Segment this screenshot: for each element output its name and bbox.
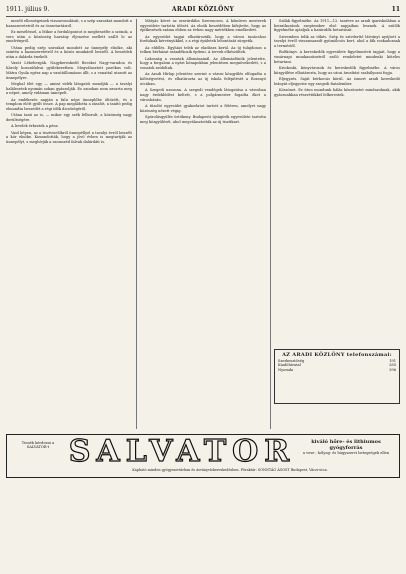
telephone-number: 396 xyxy=(389,367,396,372)
ad-left-text: Tessék kérdezni a SALVATOR-t xyxy=(21,441,55,450)
telephone-label: Kiadóhivatal xyxy=(278,363,301,368)
newspaper-page xyxy=(6,4,400,570)
telephone-label: Nyomda xyxy=(278,367,294,372)
article-paragraph: Az emlékezés napján a falu népe ünneplőbe öltözött, és a templom előtt gyűlt össze. A pap megáldotta a zászlót, a tanító pedig elmondta beszédét a régi idők dicsőségéről. xyxy=(6,97,132,111)
article-paragraph: Boltkönyv. A kereskedők egyesülete figyelmezteti tagjait, hogy a vasárnapi munkaszünetről szóló rendeletet mindenki köteles betartani. xyxy=(274,50,400,64)
page-number: 11 xyxy=(391,6,400,13)
ad-right-subtitle: a vese-, hólyag- és húgyszervi betegségek ellen xyxy=(302,451,390,455)
article-paragraph: Mátyás követ az oravárdába Szerencsen. A kőműves mesterek egyesülete tartotta ülését. Az elnök beszédében kifejtette, hogy az építkezések száma ebben az évben nagy mértékben emelkedett. xyxy=(140,19,266,33)
ad-bottom-strip: Kapható minden gyógyszertárban és ásványvízkereskedésben. Főraktár: SONNTÁG ÁGOST Budapest, Váczi-utca. xyxy=(132,468,328,472)
article-paragraph: A Szegedi uzsonna. A szegedi vendégek látogatása a városban nagy érdeklődést keltett, s a polgármester fogadta őket a városházán. xyxy=(140,88,266,102)
ad-brand-name: SALVATOR xyxy=(68,434,296,469)
article-paragraph: A tűzoltó egyesület gyakorlatot tartott a főtéren, amelyet nagy közönség nézett végig. xyxy=(140,103,266,113)
telephone-number: 285 xyxy=(389,363,396,368)
article-paragraph: Kriokoski, könyvárusok és kereskedők figyelmébe. A város közgyűlése elhatározta, hogy az utcai árusítást szabályozni fogja. xyxy=(274,66,400,75)
telephone-numbers-box xyxy=(274,349,400,404)
telephone-label: Szerkesztőség xyxy=(278,359,305,363)
column-divider xyxy=(270,19,271,429)
article-paragraph: Lakosság a vasutak állomásainál. Az állomásfőnök jelentette, hogy a forgalom a nyári hónapokban jelentősen megnövekedett, s a vonatok zsúfoltak. xyxy=(140,56,266,71)
article-paragraph: Vaid képen, az a tisztviselőkről ünnepéllyel a tavalyi évről beszélt a kör elnöke. Kimondották, hogy a jövő évben is megtartják az ünnepélyt, s meghívják a szomszéd falvak dalárdáit is. xyxy=(6,130,132,144)
telephone-box-title: AZ ARADI KÖZLÖNY telefonszámai: xyxy=(282,352,392,358)
article-paragraph: Ez meséléssel, a Mikor a fordulópontot is megbeszélte a szónok, a vers után a közönség harsány éljenzése mellett szállt le az emelvényről. xyxy=(6,30,132,44)
column-2 xyxy=(140,19,266,429)
ad-right-title: kiváló hőre- és lithiumos gyógyforrás xyxy=(311,439,381,451)
salvator-advertisement xyxy=(6,434,400,478)
article-paragraph: Az eldőlés. Egyházi telek az eladásra kerül. Az új tulajdonos a telken bérházat szándékozik építeni. A tervek elkészültek. xyxy=(140,45,266,55)
article-paragraph: Az egyesület tagjai elhatározták, hogy a városi tanácshoz fordulnak kérvényükkel, s a régi épületek lebontását sürgetik. xyxy=(140,34,266,44)
article-paragraph: Szivemben telik az tőkés. Szép és szívderítő látványt nyújtott a tavalyi évről visszamaradt gyümölcsös kert, ahol a fák roskadoznak a terméstől. xyxy=(274,34,400,49)
article-paragraph: Utána pedig szép szavakat mondott az ünnepély elnöke, aki szintén a hazaszeretetről és a közös munkáról beszélt. A beszédek után a dalárda énekelt. xyxy=(6,45,132,60)
article-paragraph: meséli ellenségeinek visszavonulását, s a szép szavakat mondott a hazaszeretetről és az összetartásról. xyxy=(6,19,132,28)
article-paragraph: Spórolásgyűlés ürtökeny. Budapesti újságírók egyesülete tartotta meg közgyűlését, ahol megválasztották az új tisztikart. xyxy=(140,114,266,124)
article-paragraph: Az Aradi Hírlap jelentése szerint a városi közgyűlés elfogadta a költségvetést, és elhatározta az új iskola felépítését a Rozsnyó utcában. xyxy=(140,72,266,86)
newspaper-title: ARADI KÖZLÖNY xyxy=(171,6,235,13)
article-paragraph: Utána tanú az is, — mikor egy szék felborult, a közönség nagy derültségére. xyxy=(6,113,132,122)
article-paragraph: Köszönet. Ez úton mondunk hálás köszönetet mindazoknak, akik gyászunkban részvétükkel felkerestek. xyxy=(274,88,400,97)
column-1 xyxy=(6,19,132,429)
ad-right-block xyxy=(297,439,395,455)
article-paragraph: A levelek érkeztek a pénz. xyxy=(11,124,59,129)
article-paragraph: Meghal élet egy — amint vidék látogatói mondják — a tavalyi halálesetek nyomán sokan gyászolják. Ez azonban nem zavarta meg a népet, amely vidáman ünnepelt. xyxy=(6,81,132,96)
issue-date: 1911. július 9. xyxy=(6,6,50,13)
article-paragraph: Eljegyzés. Saját bérkocsis körül. Az ismert aradi kereskedő leányát eljegyezte egy szegedi fiatalember. xyxy=(274,77,400,86)
page-header xyxy=(6,4,400,17)
article-paragraph: Szilák figyelmébe. Az 1911—12. tanévre az aradi ipariskolában a beiratkozások szeptember első napjaiban lesznek. A szülők figyelmébe ajánljuk a határidők betartását. xyxy=(274,19,400,33)
telephone-line xyxy=(278,368,396,372)
column-divider xyxy=(136,19,137,429)
telephone-number: 191 xyxy=(389,359,396,363)
article-paragraph: Vasút Lébebergák. Nagykereskedő Becskei Nagy-varadon és Károly hosszúfalvai gyülekezetben. Megválasztott parókus volt. Mátra Gyula egész nap a vasútállomáson állt, s a vonattal utazott az ünnepélyre. xyxy=(6,61,132,80)
